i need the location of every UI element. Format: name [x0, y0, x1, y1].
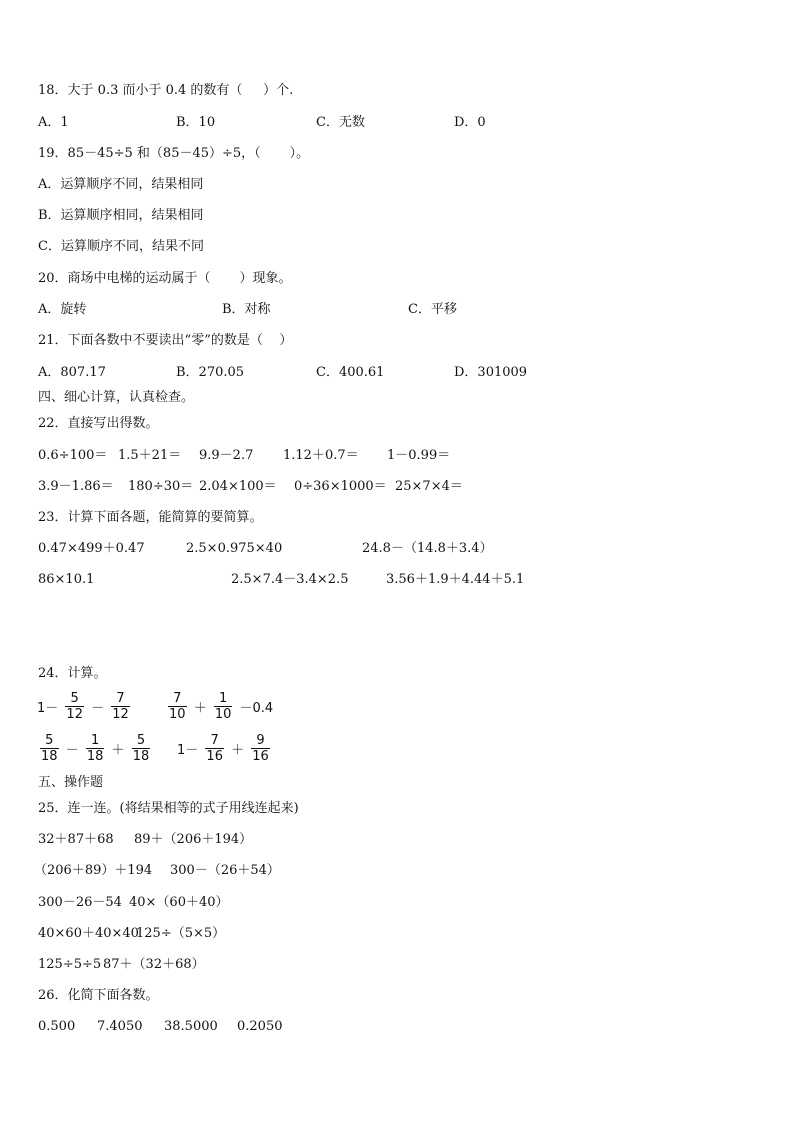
q22-r2-item-4: 0÷36×1000＝	[294, 479, 387, 494]
q23-r2-item-2: 2.5×7.4－3.4×2.5	[231, 572, 349, 587]
numerator: 7	[168, 691, 187, 707]
q20-option-a: A．旋转	[38, 302, 87, 317]
question-19-stem: 19．85－45÷5 和（85－45）÷5，（ ）。	[38, 146, 310, 161]
question-18-stem: 18．大于 0.3 而小于 0.4 的数有（ ）个.	[38, 83, 294, 98]
q24-e2-operator-2: －0.4	[239, 701, 274, 716]
numerator: 5	[132, 733, 151, 749]
q24-e3-fraction-3	[132, 733, 151, 764]
q24-expression-2	[166, 691, 274, 722]
q22-r1-item-1: 0.6÷100＝	[38, 448, 108, 463]
question-23-stem: 23．计算下面各题，能简算的要简算。	[38, 510, 263, 525]
q21-option-c: C．400.61	[316, 365, 385, 380]
q24-expression-1	[36, 691, 132, 722]
numerator: 5	[65, 691, 84, 707]
numerator: 7	[205, 733, 224, 749]
denominator: 10	[169, 707, 186, 722]
question-24-stem: 24．计算。	[38, 666, 107, 681]
q22-r2-item-5: 25×7×4＝	[395, 479, 463, 494]
q25-left-5: 125÷5÷5	[38, 957, 102, 972]
q25-right-1: 89＋（206＋194）	[134, 832, 253, 847]
q22-r1-item-4: 1.12＋0.7＝	[283, 448, 359, 463]
q24-e4-fraction-1	[205, 733, 224, 764]
denominator: 16	[252, 749, 269, 764]
q24-e3-operator-2: ＋	[111, 743, 125, 758]
q24-e2-operator-1: ＋	[193, 701, 207, 716]
q25-right-4: 125÷（5×5）	[136, 926, 226, 941]
denominator: 16	[206, 749, 223, 764]
q24-expression-4	[176, 733, 272, 764]
q25-right-2: 300－（26＋54）	[170, 863, 280, 878]
q21-option-b: B．270.05	[176, 365, 245, 380]
q23-r1-item-1: 0.47×499＋0.47	[38, 541, 145, 556]
q24-e1-fraction-2	[111, 691, 130, 722]
q25-left-1: 32＋87＋68	[38, 832, 114, 847]
denominator: 18	[86, 749, 104, 764]
q23-r2-item-3: 3.56＋1.9＋4.44＋5.1	[386, 572, 525, 587]
section-4-heading: 四、细心计算，认真检查。	[38, 390, 195, 405]
question-25-stem: 25．连一连。(将结果相等的式子用线连起来)	[38, 801, 299, 816]
q24-e1-lead: 1－	[37, 701, 59, 716]
question-26-stem: 26．化简下面各数。	[38, 988, 159, 1003]
q20-option-b: B．对称	[222, 302, 271, 317]
q19-option-b: B．运算顺序相同，结果相同	[38, 208, 204, 223]
q25-left-3: 300－26－54	[38, 895, 122, 910]
question-22-stem: 22．直接写出得数。	[38, 416, 159, 431]
q24-e4-fraction-2	[251, 733, 270, 764]
numerator: 1	[214, 691, 233, 707]
numerator: 9	[251, 733, 270, 749]
q26-item-2: 7.4050	[97, 1019, 143, 1034]
q19-option-a: A．运算顺序不同，结果相同	[38, 177, 204, 192]
section-5-heading: 五、操作题	[38, 775, 104, 790]
q24-e4-operator: ＋	[231, 743, 245, 758]
numerator: 5	[40, 733, 59, 749]
q24-e3-operator-1: －	[65, 743, 79, 758]
q23-r1-item-3: 24.8－（14.8＋3.4）	[362, 541, 493, 556]
q22-r2-item-1: 3.9－1.86＝	[38, 479, 114, 494]
q24-e3-fraction-2	[86, 733, 105, 764]
question-20-stem: 20．商场中电梯的运动属于（ ）现象。	[38, 271, 292, 286]
question-21-stem: 21．下面各数中不要读出“零”的数是（ ）	[38, 333, 293, 348]
q26-item-1: 0.500	[38, 1019, 76, 1034]
q25-left-4: 40×60＋40×40	[38, 926, 139, 941]
q26-item-3: 38.5000	[164, 1019, 218, 1034]
q18-option-a: A．1	[38, 115, 69, 130]
q18-option-d: D．0	[454, 115, 486, 130]
denominator: 10	[214, 707, 232, 722]
q20-option-c: C．平移	[408, 302, 457, 317]
q25-right-3: 40×（60＋40）	[129, 895, 229, 910]
numerator: 7	[111, 691, 130, 707]
q19-option-c: C．运算顺序不同，结果不同	[38, 239, 204, 254]
denominator: 18	[132, 749, 150, 764]
q18-option-b: B．10	[176, 115, 216, 130]
numerator: 1	[86, 733, 105, 749]
q23-r1-item-2: 2.5×0.975×40	[186, 541, 283, 556]
q21-option-a: A．807.17	[38, 365, 106, 380]
q24-e3-fraction-1	[40, 733, 59, 764]
q25-right-5: 87＋（32＋68）	[103, 957, 205, 972]
q18-option-c: C．无数	[316, 115, 365, 130]
denominator: 18	[41, 749, 58, 764]
q22-r2-item-2: 180÷30＝	[128, 479, 194, 494]
q24-e4-lead: 1－	[177, 743, 199, 758]
q22-r1-item-5: 1－0.99＝	[387, 448, 451, 463]
q24-e2-fraction-2	[214, 691, 233, 722]
q22-r2-item-3: 2.04×100＝	[199, 479, 277, 494]
denominator: 12	[66, 707, 83, 722]
denominator: 12	[112, 707, 129, 722]
q23-r2-item-1: 86×10.1	[38, 572, 95, 587]
q21-option-d: D．301009	[454, 365, 528, 380]
q22-r1-item-3: 9.9－2.7	[199, 448, 254, 463]
q22-r1-item-2: 1.5＋21＝	[118, 448, 182, 463]
q24-e1-fraction-1	[65, 691, 84, 722]
q26-item-4: 0.2050	[237, 1019, 283, 1034]
q24-e2-fraction-1	[168, 691, 187, 722]
q24-expression-3	[38, 733, 152, 764]
q24-e1-operator: －	[91, 701, 105, 716]
q25-left-2: （206＋89）＋194	[34, 863, 153, 878]
